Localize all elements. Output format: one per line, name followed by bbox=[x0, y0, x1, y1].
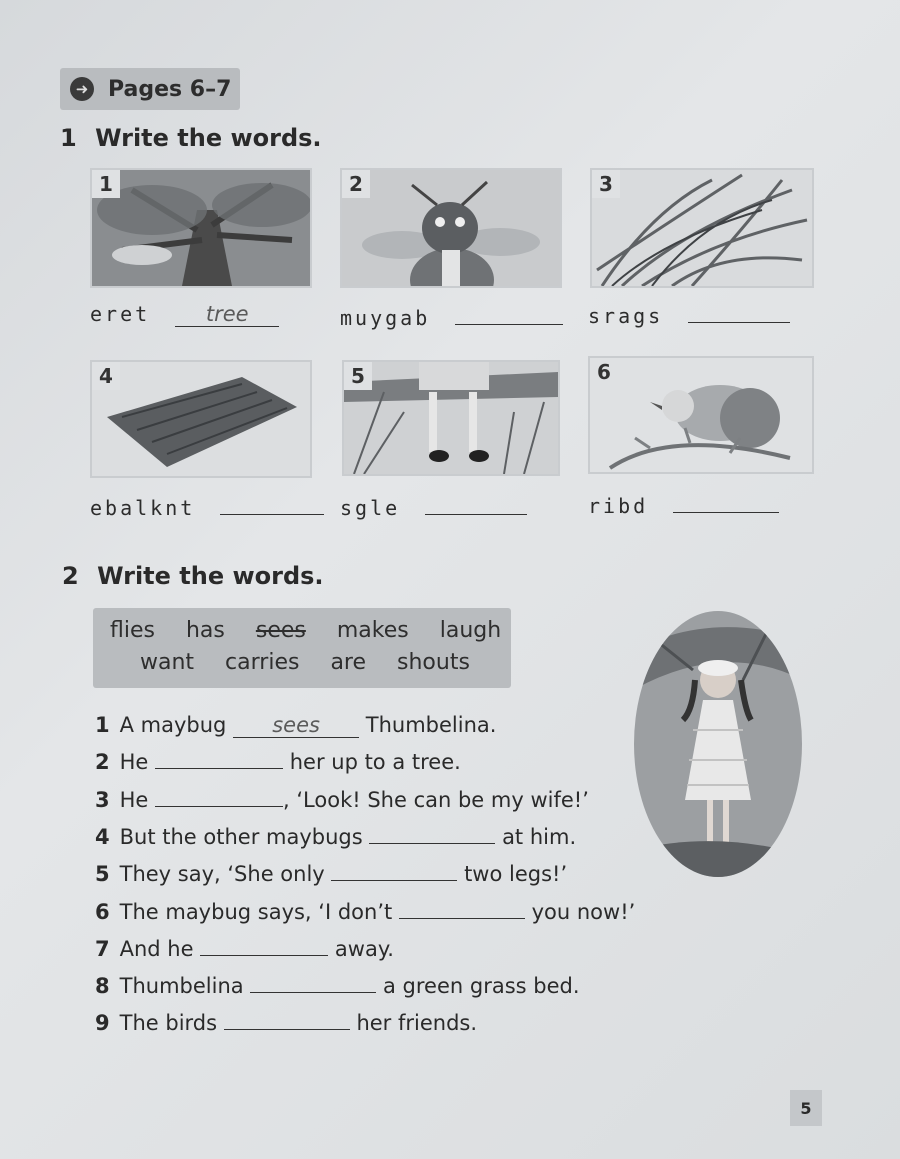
page-number: 5 bbox=[790, 1090, 822, 1126]
scrambled-word: sgle bbox=[340, 496, 401, 520]
sentence-text-before: They say, ‘She only bbox=[119, 862, 325, 886]
picture-number: 5 bbox=[344, 362, 372, 390]
sentence-text-after: her friends. bbox=[356, 1011, 478, 1035]
answer-line[interactable] bbox=[220, 492, 324, 515]
sentence-number: 5 bbox=[95, 862, 110, 886]
answer-line[interactable] bbox=[688, 300, 790, 323]
word-option: are bbox=[330, 650, 367, 675]
sentence-text-after: two legs!’ bbox=[464, 862, 568, 886]
grass-picture bbox=[590, 168, 814, 288]
blanket-picture bbox=[90, 360, 312, 478]
answer-blank[interactable] bbox=[250, 974, 376, 993]
word-option: carries bbox=[225, 650, 300, 675]
sentence-text-before: But the other maybugs bbox=[119, 825, 363, 849]
word-option: want bbox=[140, 650, 195, 675]
section2-number: 2 bbox=[62, 562, 79, 590]
scrambled-word: eret bbox=[90, 302, 151, 326]
word-option: laugh bbox=[439, 618, 502, 643]
answer-blank[interactable] bbox=[200, 937, 328, 956]
answer-blank[interactable] bbox=[155, 788, 283, 807]
sentence-text-before: He bbox=[119, 750, 149, 774]
sentence-6 bbox=[95, 900, 635, 924]
sentence-text-after: at him. bbox=[502, 825, 577, 849]
picture-number: 2 bbox=[342, 170, 370, 198]
answer-blank[interactable]: sees bbox=[233, 713, 359, 738]
sentence-5 bbox=[95, 862, 567, 886]
answer-blank[interactable] bbox=[224, 1011, 350, 1030]
picture-number: 4 bbox=[92, 362, 120, 390]
scrambled-word: srags bbox=[588, 304, 664, 328]
scrambled-word: muygab bbox=[340, 306, 431, 330]
sentence-text-after: her up to a tree. bbox=[289, 750, 461, 774]
sentence-text-before: Thumbelina bbox=[119, 974, 244, 998]
sentence-7 bbox=[95, 937, 394, 961]
thumbelina-illustration bbox=[633, 610, 803, 878]
sentence-3 bbox=[95, 788, 589, 812]
sentence-text-before: A maybug bbox=[119, 713, 227, 737]
sentence-2 bbox=[95, 750, 461, 774]
sentence-text-before: And he bbox=[119, 937, 194, 961]
word-option-used: sees bbox=[255, 618, 306, 643]
answer-blank[interactable] bbox=[331, 862, 457, 881]
sentence-number: 4 bbox=[95, 825, 110, 849]
picture-number: 6 bbox=[590, 358, 618, 386]
maybug-picture bbox=[340, 168, 562, 288]
sentence-number: 8 bbox=[95, 974, 110, 998]
sentence-number: 9 bbox=[95, 1011, 110, 1035]
answer-line[interactable] bbox=[673, 490, 779, 513]
answer-blank[interactable] bbox=[155, 750, 283, 769]
sentence-text-before: The maybug says, ‘I don’t bbox=[119, 900, 393, 924]
picture-number: 1 bbox=[92, 170, 120, 198]
word-box-row-1 bbox=[110, 618, 525, 643]
pages-tag bbox=[60, 68, 240, 110]
answer-line[interactable] bbox=[455, 302, 563, 325]
legs-picture bbox=[342, 360, 560, 476]
answer-line[interactable] bbox=[425, 492, 527, 515]
sentence-9 bbox=[95, 1011, 477, 1035]
sentence-text-after: away. bbox=[334, 937, 394, 961]
scrambled-word: ribd bbox=[588, 494, 649, 518]
arrow-right-icon: ➜ bbox=[70, 77, 94, 101]
scrambled-word: ebalknt bbox=[90, 496, 196, 520]
sentence-text-after: a green grass bed. bbox=[383, 974, 580, 998]
word-item-6 bbox=[588, 490, 779, 518]
word-item-3 bbox=[588, 300, 790, 328]
sentence-number: 1 bbox=[95, 713, 110, 737]
sentence-number: 2 bbox=[95, 750, 110, 774]
sentence-text-before: He bbox=[119, 788, 149, 812]
word-option: makes bbox=[336, 618, 409, 643]
answer-line[interactable]: tree bbox=[175, 302, 279, 327]
word-item-2 bbox=[340, 302, 563, 330]
sentence-text-after: , ‘Look! She can be my wife!’ bbox=[283, 788, 589, 812]
tree-picture bbox=[90, 168, 312, 288]
sentence-text-after: Thumbelina. bbox=[365, 713, 497, 737]
sentence-text-after: you now!’ bbox=[531, 900, 636, 924]
picture-number: 3 bbox=[592, 170, 620, 198]
sentence-number: 3 bbox=[95, 788, 110, 812]
sentence-number: 6 bbox=[95, 900, 110, 924]
sentence-1 bbox=[95, 713, 496, 738]
word-option: flies bbox=[110, 618, 155, 643]
section1-title: Write the words. bbox=[95, 124, 322, 152]
word-option: shouts bbox=[397, 650, 470, 675]
sentence-8 bbox=[95, 974, 580, 998]
section1-number: 1 bbox=[60, 124, 77, 152]
answer-blank[interactable] bbox=[399, 900, 525, 919]
word-option: has bbox=[185, 618, 225, 643]
sentence-number: 7 bbox=[95, 937, 110, 961]
section2-heading bbox=[62, 562, 324, 590]
pages-label: Pages 6–7 bbox=[108, 76, 232, 102]
word-item-1 bbox=[90, 302, 279, 327]
sentence-text-before: The birds bbox=[119, 1011, 218, 1035]
word-item-5 bbox=[340, 492, 527, 520]
section2-title: Write the words. bbox=[97, 562, 324, 590]
bird-picture bbox=[588, 356, 814, 474]
section1-heading bbox=[60, 124, 322, 152]
word-item-4 bbox=[90, 492, 324, 520]
answer-blank[interactable] bbox=[369, 825, 495, 844]
word-box bbox=[93, 608, 511, 688]
sentence-4 bbox=[95, 825, 576, 849]
word-box-row-2 bbox=[140, 650, 494, 675]
